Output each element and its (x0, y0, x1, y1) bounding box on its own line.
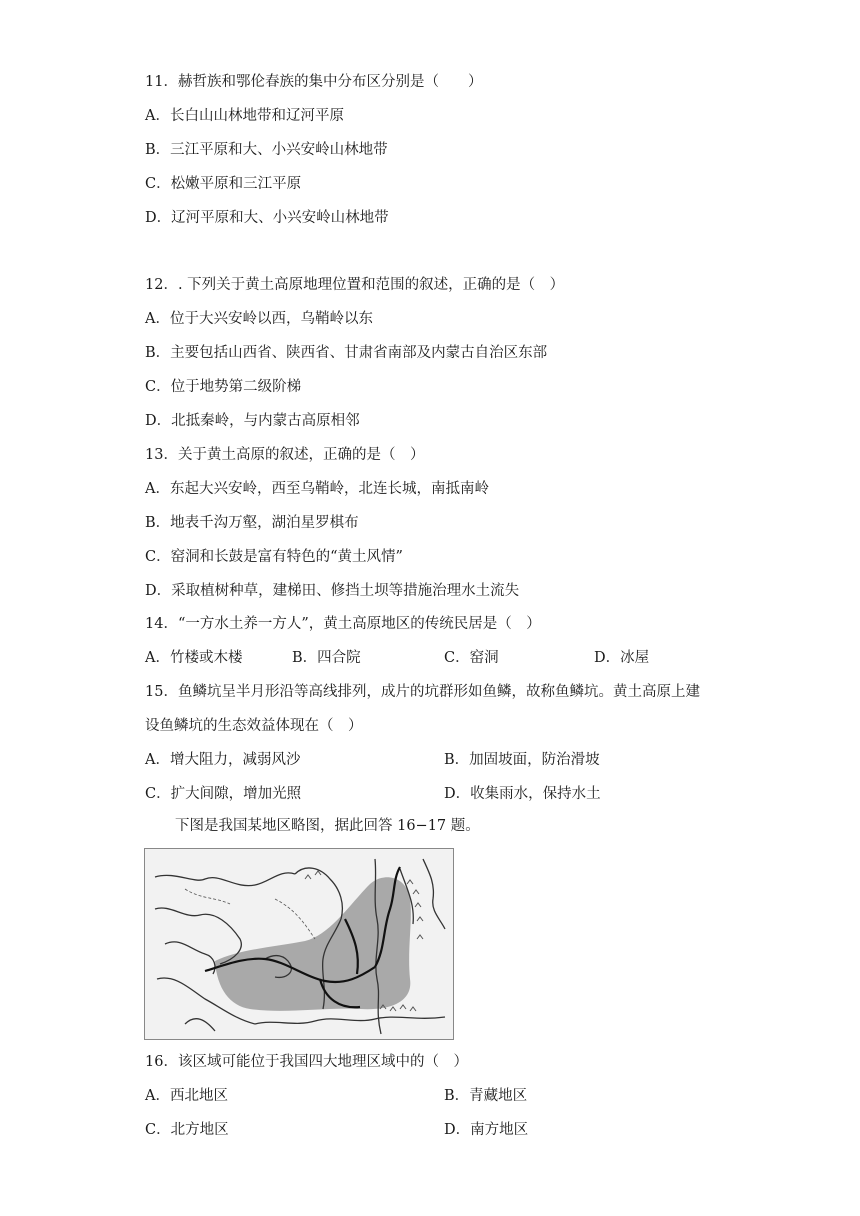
question-11-option-a: A．长白山山林地带和辽河平原 (145, 108, 344, 124)
question-15-option-b: B．加固坡面，防治滑坡 (444, 752, 600, 768)
question-16-option-a: A．西北地区 (145, 1088, 228, 1104)
question-14-option-a: A．竹楼或木楼 (145, 650, 243, 666)
question-11-option-b: B．三江平原和大、小兴安岭山林地带 (145, 142, 388, 158)
question-11-stem: 11．赫哲族和鄂伦春族的集中分布区分别是（ ） (145, 74, 483, 90)
question-16-stem: 16．该区域可能位于我国四大地理区域中的（ ） (145, 1054, 468, 1070)
question-14-option-c: C．窑洞 (444, 650, 499, 666)
question-15-stem-line-1: 15．鱼鳞坑呈半月形沿等高线排列，成片的坑群形如鱼鳞，故称鱼鳞坑。黄土高原上建 (145, 684, 700, 700)
map-intro-text: 下图是我国某地区略图，据此回答 16−17 题。 (175, 818, 480, 834)
question-12-option-a: A．位于大兴安岭以西，乌鞘岭以东 (145, 311, 373, 327)
question-15-stem-line-2: 设鱼鳞坑的生态效益体现在（ ） (145, 718, 363, 734)
region-map-figure (144, 848, 454, 1040)
question-15-option-d: D．收集雨水，保持水土 (444, 786, 601, 802)
question-12-stem: 12．. 下列关于黄土高原地理位置和范围的叙述，正确的是（ ） (145, 277, 565, 293)
question-12-option-c: C．位于地势第二级阶梯 (145, 379, 302, 395)
question-14-stem: 14．“一方水土养一方人”，黄土高原地区的传统民居是（ ） (145, 616, 541, 632)
question-16-option-b: B．青藏地区 (444, 1088, 528, 1104)
question-14-option-d: D．冰屋 (594, 650, 650, 666)
question-11-option-d: D．辽河平原和大、小兴安岭山林地带 (145, 210, 389, 226)
question-15-option-c: C．扩大间隙，增加光照 (145, 786, 302, 802)
question-16-option-d: D．南方地区 (444, 1122, 529, 1138)
question-16-option-c: C．北方地区 (145, 1122, 229, 1138)
region-map-drawing (145, 849, 453, 1039)
question-15-option-a: A．增大阻力，减弱风沙 (145, 752, 301, 768)
question-13-option-d: D．采取植树种草，建梯田、修挡土坝等措施治理水土流失 (145, 583, 520, 599)
question-14-option-b: B．四合院 (292, 650, 361, 666)
question-12-option-d: D．北抵秦岭，与内蒙古高原相邻 (145, 413, 360, 429)
question-13-option-c: C．窑洞和长鼓是富有特色的“黄土风情” (145, 549, 403, 565)
question-13-stem: 13．关于黄土高原的叙述，正确的是（ ） (145, 447, 425, 463)
question-13-option-a: A．东起大兴安岭，西至乌鞘岭，北连长城，南抵南岭 (145, 481, 489, 497)
question-11-option-c: C．松嫩平原和三江平原 (145, 176, 302, 192)
question-12-option-b: B．主要包括山西省、陕西省、甘肃省南部及内蒙古自治区东部 (145, 345, 548, 361)
question-13-option-b: B．地表千沟万壑，湖泊星罗棋布 (145, 515, 359, 531)
